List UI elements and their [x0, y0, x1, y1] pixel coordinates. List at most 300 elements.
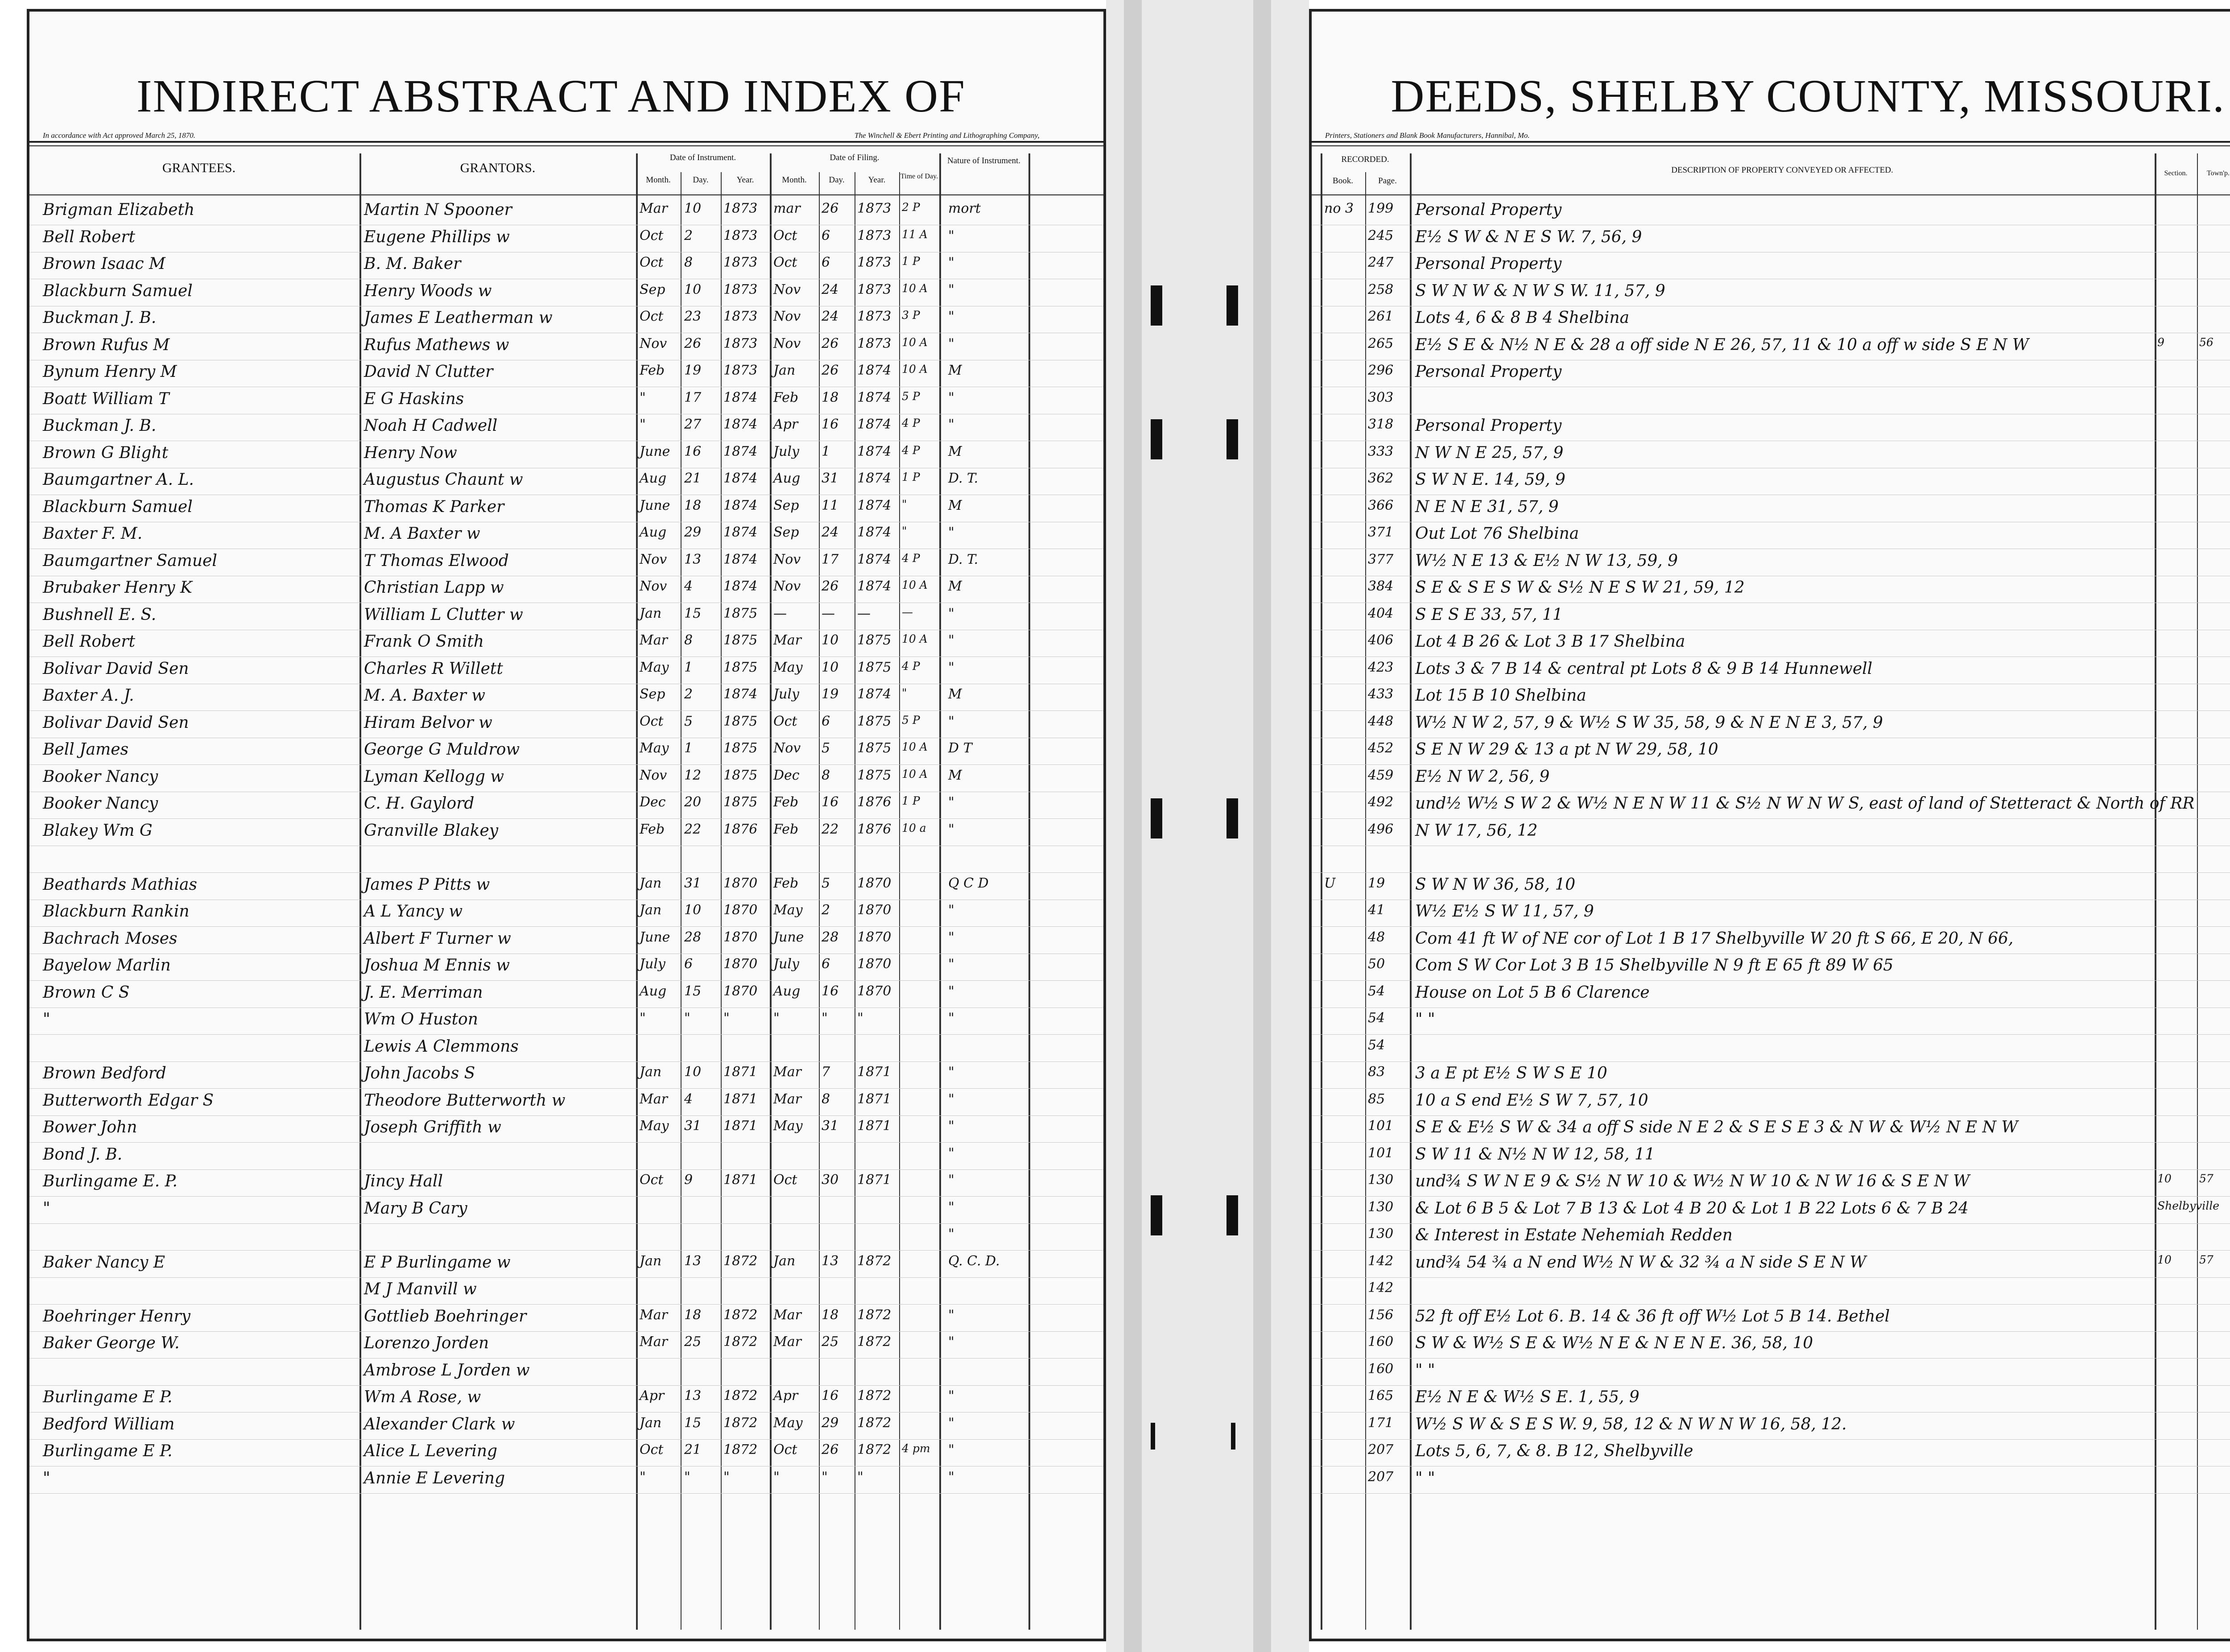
instrument-day-cell: 8 [684, 632, 693, 648]
instrument-day-cell: 29 [684, 525, 702, 540]
section-cell: 10 [2157, 1253, 2172, 1266]
right-ledger-row [1312, 1278, 2230, 1305]
grantee-cell: Brown Rufus M [43, 335, 170, 354]
right-ledger-row [1312, 1440, 2230, 1467]
page-cell: 130 [1368, 1172, 1394, 1188]
filing-year-cell: 1873 [857, 201, 892, 216]
instrument-year-cell: 1870 [723, 983, 758, 999]
grantee-cell: " [43, 1199, 50, 1218]
right-ledger-row [1312, 1036, 2230, 1062]
right-ledger-row [1312, 954, 2230, 981]
ruled-line [29, 1088, 1103, 1089]
right-ledger-row [1312, 847, 2230, 873]
ruled-line [1312, 1223, 2230, 1224]
grantor-cell: Frank O Smith [364, 632, 484, 651]
left-ledger-row [29, 280, 1103, 307]
filing-year-header: Year. [868, 175, 886, 185]
left-ledger-row [29, 739, 1103, 765]
instrument-year-cell: 1871 [723, 1172, 758, 1188]
grantor-cell: Wm A Rose, w [364, 1388, 481, 1406]
page-cell: 423 [1368, 659, 1394, 675]
grantor-cell: George G Muldrow [364, 740, 520, 759]
grantor-cell: A L Yancy w [364, 902, 463, 921]
filing-month-cell: — [773, 605, 787, 621]
header-rule-bottom [29, 194, 1103, 195]
right-ledger-row [1312, 658, 2230, 685]
instrument-day-cell: 28 [684, 929, 702, 945]
description-cell: Lots 4, 6 & 8 B 4 Shelbina [1415, 309, 1630, 327]
right-ledger-row [1312, 631, 2230, 657]
instrument-month-cell: Aug [640, 525, 667, 540]
page-cell: 50 [1368, 956, 1385, 972]
filing-year-cell: 1872 [857, 1253, 892, 1269]
filing-year-cell: 1871 [857, 1091, 892, 1107]
filing-day-cell: 28 [822, 929, 839, 945]
filing-month-cell: Jan [773, 363, 796, 378]
grantee-cell: Bachrach Moses [43, 929, 178, 948]
instrument-month-cell: Feb [640, 363, 665, 378]
right-ledger-row [1312, 577, 2230, 603]
ruled-line [29, 1115, 1103, 1116]
left-ledger-row [29, 1198, 1103, 1224]
grantee-cell: Baumgartner Samuel [43, 551, 217, 570]
filing-year-cell: 1872 [857, 1388, 892, 1404]
ruled-line [29, 926, 1103, 927]
instrument-year-cell: 1871 [723, 1091, 758, 1107]
filing-time-cell: 10 A [902, 632, 928, 645]
grantor-cell: Ambrose L Jorden w [364, 1361, 530, 1379]
grantee-cell: Blackburn Rankin [43, 902, 190, 921]
nature-cell: " [948, 255, 954, 270]
right-ledger-row [1312, 1144, 2230, 1170]
grantee-cell: Blakey Wm G [43, 821, 153, 840]
page-cell: 406 [1368, 632, 1394, 648]
nature-cell: " [948, 1010, 954, 1026]
page-cell: 101 [1368, 1145, 1394, 1161]
instrument-month-cell: Mar [640, 1307, 668, 1323]
right-ledger-row [1312, 226, 2230, 253]
nature-cell: " [948, 821, 954, 837]
description-cell: und¾ 54 ¾ a N end W½ N W & 32 ¾ a N side S E N W [1415, 1253, 1867, 1272]
description-cell: Personal Property [1415, 201, 1562, 219]
description-cell: 10 a S end E½ S W 7, 57, 10 [1415, 1091, 1648, 1110]
right-ledger-row [1312, 1467, 2230, 1494]
grantee-cell: Booker Nancy [43, 767, 158, 786]
filing-month-cell: Mar [773, 1307, 801, 1323]
description-cell: und½ W½ S W 2 & W½ N E N W 11 & S½ N W N W S, east of land of Stetteract & North of RR [1415, 794, 2195, 813]
page-cell: 452 [1368, 740, 1394, 756]
page-cell: 366 [1368, 497, 1394, 513]
grantor-cell: Alice L Levering [364, 1442, 498, 1460]
ruled-line [1312, 1358, 2230, 1359]
filing-month-cell: Mar [773, 632, 801, 648]
grantor-cell: Lewis A Clemmons [364, 1037, 519, 1056]
page-cell: 48 [1368, 929, 1385, 945]
instrument-day-cell: 15 [684, 605, 702, 621]
description-cell: W½ N E 13 & E½ N W 13, 59, 9 [1415, 551, 1678, 570]
filing-year-cell: 1871 [857, 1064, 892, 1080]
filing-year-cell: 1874 [857, 363, 892, 378]
nature-cell: " [948, 1469, 954, 1485]
ruled-line [1312, 980, 2230, 981]
filing-time-cell: — [902, 605, 913, 619]
filing-year-cell: 1875 [857, 740, 892, 756]
instrument-day-cell: " [684, 1469, 690, 1485]
page-cell: 54 [1368, 983, 1385, 999]
right-ledger-row [1312, 604, 2230, 631]
filing-year-cell: — [857, 605, 871, 621]
instrument-month-cell: Oct [640, 227, 664, 244]
instrument-year-cell: 1874 [723, 551, 758, 567]
left-ledger-row [29, 199, 1103, 226]
left-ledger-row [29, 685, 1103, 711]
instrument-month-cell: June [640, 497, 670, 513]
grantor-cell: John Jacobs S [364, 1064, 475, 1082]
instrument-day-cell: 10 [684, 281, 702, 297]
left-ledger-row [29, 1467, 1103, 1494]
ruled-line [29, 1196, 1103, 1197]
filing-year-cell: 1875 [857, 659, 892, 675]
left-page-title: INDIRECT ABSTRACT AND INDEX OF [136, 70, 966, 122]
filing-time-cell: 10 A [902, 363, 928, 376]
page-cell: 142 [1368, 1253, 1394, 1269]
grantor-cell: Theodore Butterworth w [364, 1091, 566, 1110]
grantee-cell: Burlingame E P. [43, 1388, 173, 1406]
instrument-month-cell: Aug [640, 471, 667, 486]
nature-cell: D. T. [948, 471, 979, 486]
instrument-month-cell: July [640, 956, 665, 972]
date-of-filing-header: Date of Filing. [830, 153, 880, 162]
filing-year-cell: 1875 [857, 713, 892, 729]
description-cell: E½ N W 2, 56, 9 [1415, 767, 1550, 786]
instrument-day-cell: 26 [684, 335, 702, 351]
page-cell: 41 [1368, 902, 1385, 918]
instrument-year-cell: 1875 [723, 740, 758, 756]
ruled-line [29, 980, 1103, 981]
page-cell: 377 [1368, 551, 1394, 567]
instrument-year-cell: 1875 [723, 632, 758, 648]
filing-month-cell: June [773, 929, 804, 945]
nature-cell: M [948, 767, 962, 783]
instrument-month-cell: " [640, 1469, 646, 1485]
page-cell: 371 [1368, 525, 1394, 540]
instrument-month-cell: Nov [640, 335, 667, 351]
nature-cell: " [948, 902, 954, 918]
description-cell: Lots 5, 6, 7, & 8. B 12, Shelbyville [1415, 1442, 1693, 1460]
left-ledger-row [29, 874, 1103, 900]
instrument-day-cell: 15 [684, 983, 702, 999]
filing-year-cell: 1874 [857, 497, 892, 513]
instrument-day-cell: 12 [684, 767, 702, 783]
grantee-cell: Bolivar David Sen [43, 713, 189, 732]
filing-year-cell: 1874 [857, 389, 892, 405]
ruled-line [29, 1277, 1103, 1278]
instrument-day-cell: 5 [684, 713, 693, 729]
instrument-day-cell: 16 [684, 443, 702, 459]
instrument-month-cell: " [640, 389, 646, 405]
grantor-cell: E G Haskins [364, 389, 464, 408]
book-cell: no 3 [1324, 201, 1354, 216]
instrument-day-cell: 2 [684, 227, 693, 244]
instrument-month-cell: Jan [640, 1253, 662, 1269]
filing-year-cell: " [857, 1469, 863, 1485]
left-ledger-row [29, 550, 1103, 577]
instrument-month-cell: June [640, 929, 670, 945]
binding-fold [1124, 0, 1142, 1652]
filing-day-cell: 26 [822, 201, 839, 216]
instrument-year-cell: 1871 [723, 1118, 758, 1134]
ruled-line [29, 764, 1103, 765]
left-ledger-row [29, 469, 1103, 496]
grantor-cell: Hiram Belvor w [364, 713, 492, 732]
right-ledger-row [1312, 334, 2230, 361]
nature-cell: M [948, 497, 962, 513]
binding-stitch-mark [1151, 798, 1162, 838]
grantee-cell: Bushnell E. S. [43, 605, 157, 624]
right-ledger-row [1312, 928, 2230, 954]
page-cell: 160 [1368, 1334, 1394, 1350]
nature-cell: M [948, 443, 962, 459]
filing-day-cell: 5 [822, 875, 830, 891]
page-cell: 142 [1368, 1280, 1394, 1296]
grantor-cell: E P Burlingame w [364, 1253, 511, 1272]
filing-day-cell: 16 [822, 417, 839, 432]
filing-day-cell: 10 [822, 632, 839, 648]
grantee-cell: Baxter F. M. [43, 525, 143, 543]
description-cell: Com S W Cor Lot 3 B 15 Shelbyville N 9 ft E 65 ft 89 W 65 [1415, 956, 1894, 975]
nature-cell: " [948, 713, 954, 729]
left-ledger-row [29, 1170, 1103, 1197]
filing-day-cell: 16 [822, 983, 839, 999]
ruled-line [1312, 1169, 2230, 1170]
filing-day-cell: 29 [822, 1415, 839, 1431]
grantee-cell: Boatt William T [43, 389, 169, 408]
instrument-month-cell: Aug [640, 983, 667, 999]
nature-cell: D. T. [948, 551, 979, 567]
left-ledger-row [29, 415, 1103, 442]
grantor-cell: T Thomas Elwood [364, 551, 509, 570]
grantor-cell: Thomas K Parker [364, 497, 504, 516]
grantee-cell: Blackburn Samuel [43, 281, 193, 300]
filing-year-cell: 1870 [857, 929, 892, 945]
instrument-day-cell: 21 [684, 1442, 702, 1458]
left-ledger-row [29, 766, 1103, 793]
instrument-day-cell: 2 [684, 686, 693, 702]
filing-day-cell: 30 [822, 1172, 839, 1188]
left-ledger-row [29, 361, 1103, 388]
filing-day-cell: 26 [822, 363, 839, 378]
instrument-month-cell: Jan [640, 1064, 662, 1080]
township-cell: 57 [2199, 1253, 2213, 1266]
instrument-day-cell: " [684, 1010, 690, 1026]
instrument-month-cell: Nov [640, 767, 667, 783]
filing-month-cell: Sep [773, 497, 799, 513]
grantee-cell: Bower John [43, 1118, 137, 1136]
grantee-cell: " [43, 1010, 50, 1028]
filing-month-cell: Oct [773, 1172, 797, 1188]
nature-cell: Q C D [948, 875, 989, 891]
nature-cell: " [948, 794, 954, 810]
ruled-line [1312, 1439, 2230, 1440]
ruled-line [1312, 1385, 2230, 1386]
left-ledger-row [29, 1332, 1103, 1359]
right-ledger-row [1312, 1305, 2230, 1332]
instrument-year-cell: 1873 [723, 201, 758, 216]
left-ledger-page [27, 9, 1106, 1641]
description-cell: S E S E 33, 57, 11 [1415, 605, 1563, 624]
ruled-line [29, 872, 1103, 873]
filing-year-cell: 1875 [857, 767, 892, 783]
page-cell: 261 [1368, 309, 1394, 324]
left-ledger-row [29, 307, 1103, 334]
description-cell: " " [1415, 1469, 1435, 1487]
right-page-title: DEEDS, SHELBY COUNTY, MISSOURI. [1391, 70, 2225, 122]
description-cell: E½ S W & N E S W. 7, 56, 9 [1415, 227, 1642, 246]
left-ledger-row [29, 982, 1103, 1008]
left-ledger-row [29, 1386, 1103, 1413]
page-cell: 207 [1368, 1469, 1394, 1485]
grantee-cell: Brown Isaac M [43, 255, 165, 273]
ruled-line [29, 1331, 1103, 1332]
description-cell: Lot 15 B 10 Shelbina [1415, 686, 1586, 705]
ruled-line [29, 1223, 1103, 1224]
instrument-year-cell: 1873 [723, 281, 758, 297]
filing-year-cell: " [857, 1010, 863, 1026]
left-ledger-row [29, 712, 1103, 739]
right-ledger-row [1312, 982, 2230, 1008]
filing-month-cell: May [773, 1118, 803, 1134]
filing-month-cell: Feb [773, 875, 799, 891]
ruled-line [1312, 818, 2230, 819]
instrument-year-cell: 1871 [723, 1064, 758, 1080]
grantor-cell: Alexander Clark w [364, 1415, 515, 1433]
description-cell: S E & E½ S W & 34 a off S side N E 2 & S E S E 3 & N W & W½ N E N W [1415, 1118, 2018, 1136]
instrument-day-cell: 4 [684, 1091, 693, 1107]
grantee-cell: Bell Robert [43, 227, 136, 246]
filing-year-cell: 1874 [857, 443, 892, 459]
filing-time-cell: 11 A [902, 227, 928, 241]
instrument-year-cell: 1873 [723, 227, 758, 244]
nature-cell: " [948, 1415, 954, 1431]
page-header: Page. [1378, 176, 1397, 186]
filing-year-cell: 1874 [857, 471, 892, 486]
filing-time-cell: 10 A [902, 281, 928, 295]
right-ledger-row [1312, 874, 2230, 900]
left-ledger-row [29, 658, 1103, 685]
instrument-month-cell: June [640, 443, 670, 459]
instrument-month-cell: Feb [640, 821, 665, 837]
page-cell: 156 [1368, 1307, 1394, 1323]
page-cell: 384 [1368, 578, 1394, 594]
description-cell: Out Lot 76 Shelbina [1415, 525, 1579, 543]
filing-day-cell: 26 [822, 1442, 839, 1458]
filing-month-cell: Aug [773, 983, 801, 999]
filing-month-cell: Feb [773, 794, 799, 810]
grantee-cell: Burlingame E. P. [43, 1172, 178, 1190]
ruled-line [29, 1061, 1103, 1062]
instrument-month-cell: Jan [640, 902, 662, 918]
nature-cell: " [948, 1307, 954, 1323]
instrument-month-cell: " [640, 417, 646, 432]
instrument-year-cell: 1875 [723, 767, 758, 783]
grantor-cell: William L Clutter w [364, 605, 523, 624]
filing-month-cell: Nov [773, 335, 801, 351]
nature-cell: " [948, 281, 954, 297]
filing-time-cell: 4 P [902, 443, 920, 457]
filing-month-cell: Dec [773, 767, 800, 783]
section-cell: Shelbyville [2157, 1199, 2220, 1212]
description-cell: S W N W 36, 58, 10 [1415, 875, 1576, 894]
grantee-cell: Baumgartner A. L. [43, 471, 194, 489]
nature-cell: " [948, 1226, 954, 1242]
left-ledger-row [29, 442, 1103, 469]
nature-cell: " [948, 1118, 954, 1134]
description-cell: S E & S E S W & S½ N E S W 21, 59, 12 [1415, 578, 1745, 597]
instrument-day-cell: 13 [684, 1388, 702, 1404]
filing-month-cell: July [773, 956, 799, 972]
grantor-cell: Jincy Hall [364, 1172, 443, 1190]
right-ledger-row [1312, 1332, 2230, 1359]
filing-day-cell: 11 [822, 497, 839, 513]
time-of-day-header: Time of Day. [900, 173, 938, 180]
description-cell: Com 41 ft W of NE cor of Lot 1 B 17 Shelbyville W 20 ft S 66, E 20, N 66, [1415, 929, 2014, 948]
description-cell: S W N W & N W S W. 11, 57, 9 [1415, 281, 1665, 300]
right-ledger-row [1312, 1413, 2230, 1440]
left-ledger-row [29, 793, 1103, 819]
right-ledger-row [1312, 1224, 2230, 1251]
nature-cell: " [948, 605, 954, 621]
nature-cell: " [948, 389, 954, 405]
filing-month-cell: Oct [773, 713, 797, 729]
ruled-line [29, 710, 1103, 711]
filing-time-cell: 10 A [902, 767, 928, 781]
grantee-cell: Blackburn Samuel [43, 497, 193, 516]
left-ledger-row [29, 334, 1103, 361]
grantee-cell: Baker George W. [43, 1334, 180, 1352]
binding-stitch-mark [1151, 285, 1162, 326]
description-cell: " " [1415, 1010, 1435, 1028]
filing-month-cell: Nov [773, 578, 801, 594]
grantor-cell: Lorenzo Jorden [364, 1334, 489, 1352]
filing-month-cell: " [773, 1469, 780, 1485]
filing-year-cell: 1874 [857, 551, 892, 567]
left-ledger-row [29, 1116, 1103, 1143]
description-cell: 3 a E pt E½ S W S E 10 [1415, 1064, 1607, 1082]
instrument-year-cell: 1874 [723, 389, 758, 405]
header-rule-double [1312, 145, 2230, 146]
filing-month-cell: Feb [773, 389, 799, 405]
filing-year-cell: 1874 [857, 417, 892, 432]
filing-month-header: Month. [782, 175, 807, 185]
ruled-line [1312, 764, 2230, 765]
filing-month-cell: Mar [773, 1334, 801, 1350]
filing-month-cell: May [773, 902, 803, 918]
header-rule-bottom [1312, 194, 2230, 195]
filing-time-cell: 4 pm [902, 1442, 930, 1455]
instrument-month-cell: Dec [640, 794, 666, 810]
instrument-day-cell: 10 [684, 902, 702, 918]
instrument-day-cell: 10 [684, 1064, 702, 1080]
filing-month-cell: May [773, 659, 803, 675]
instrument-day-cell: 13 [684, 1253, 702, 1269]
page-cell: 165 [1368, 1388, 1394, 1404]
right-ledger-row [1312, 1062, 2230, 1089]
page-cell: 245 [1368, 227, 1394, 244]
grantor-cell: C. H. Gaylord [364, 794, 475, 813]
instrument-year-cell: 1870 [723, 956, 758, 972]
ruled-line [1312, 1034, 2230, 1035]
filing-day-cell: 26 [822, 578, 839, 594]
